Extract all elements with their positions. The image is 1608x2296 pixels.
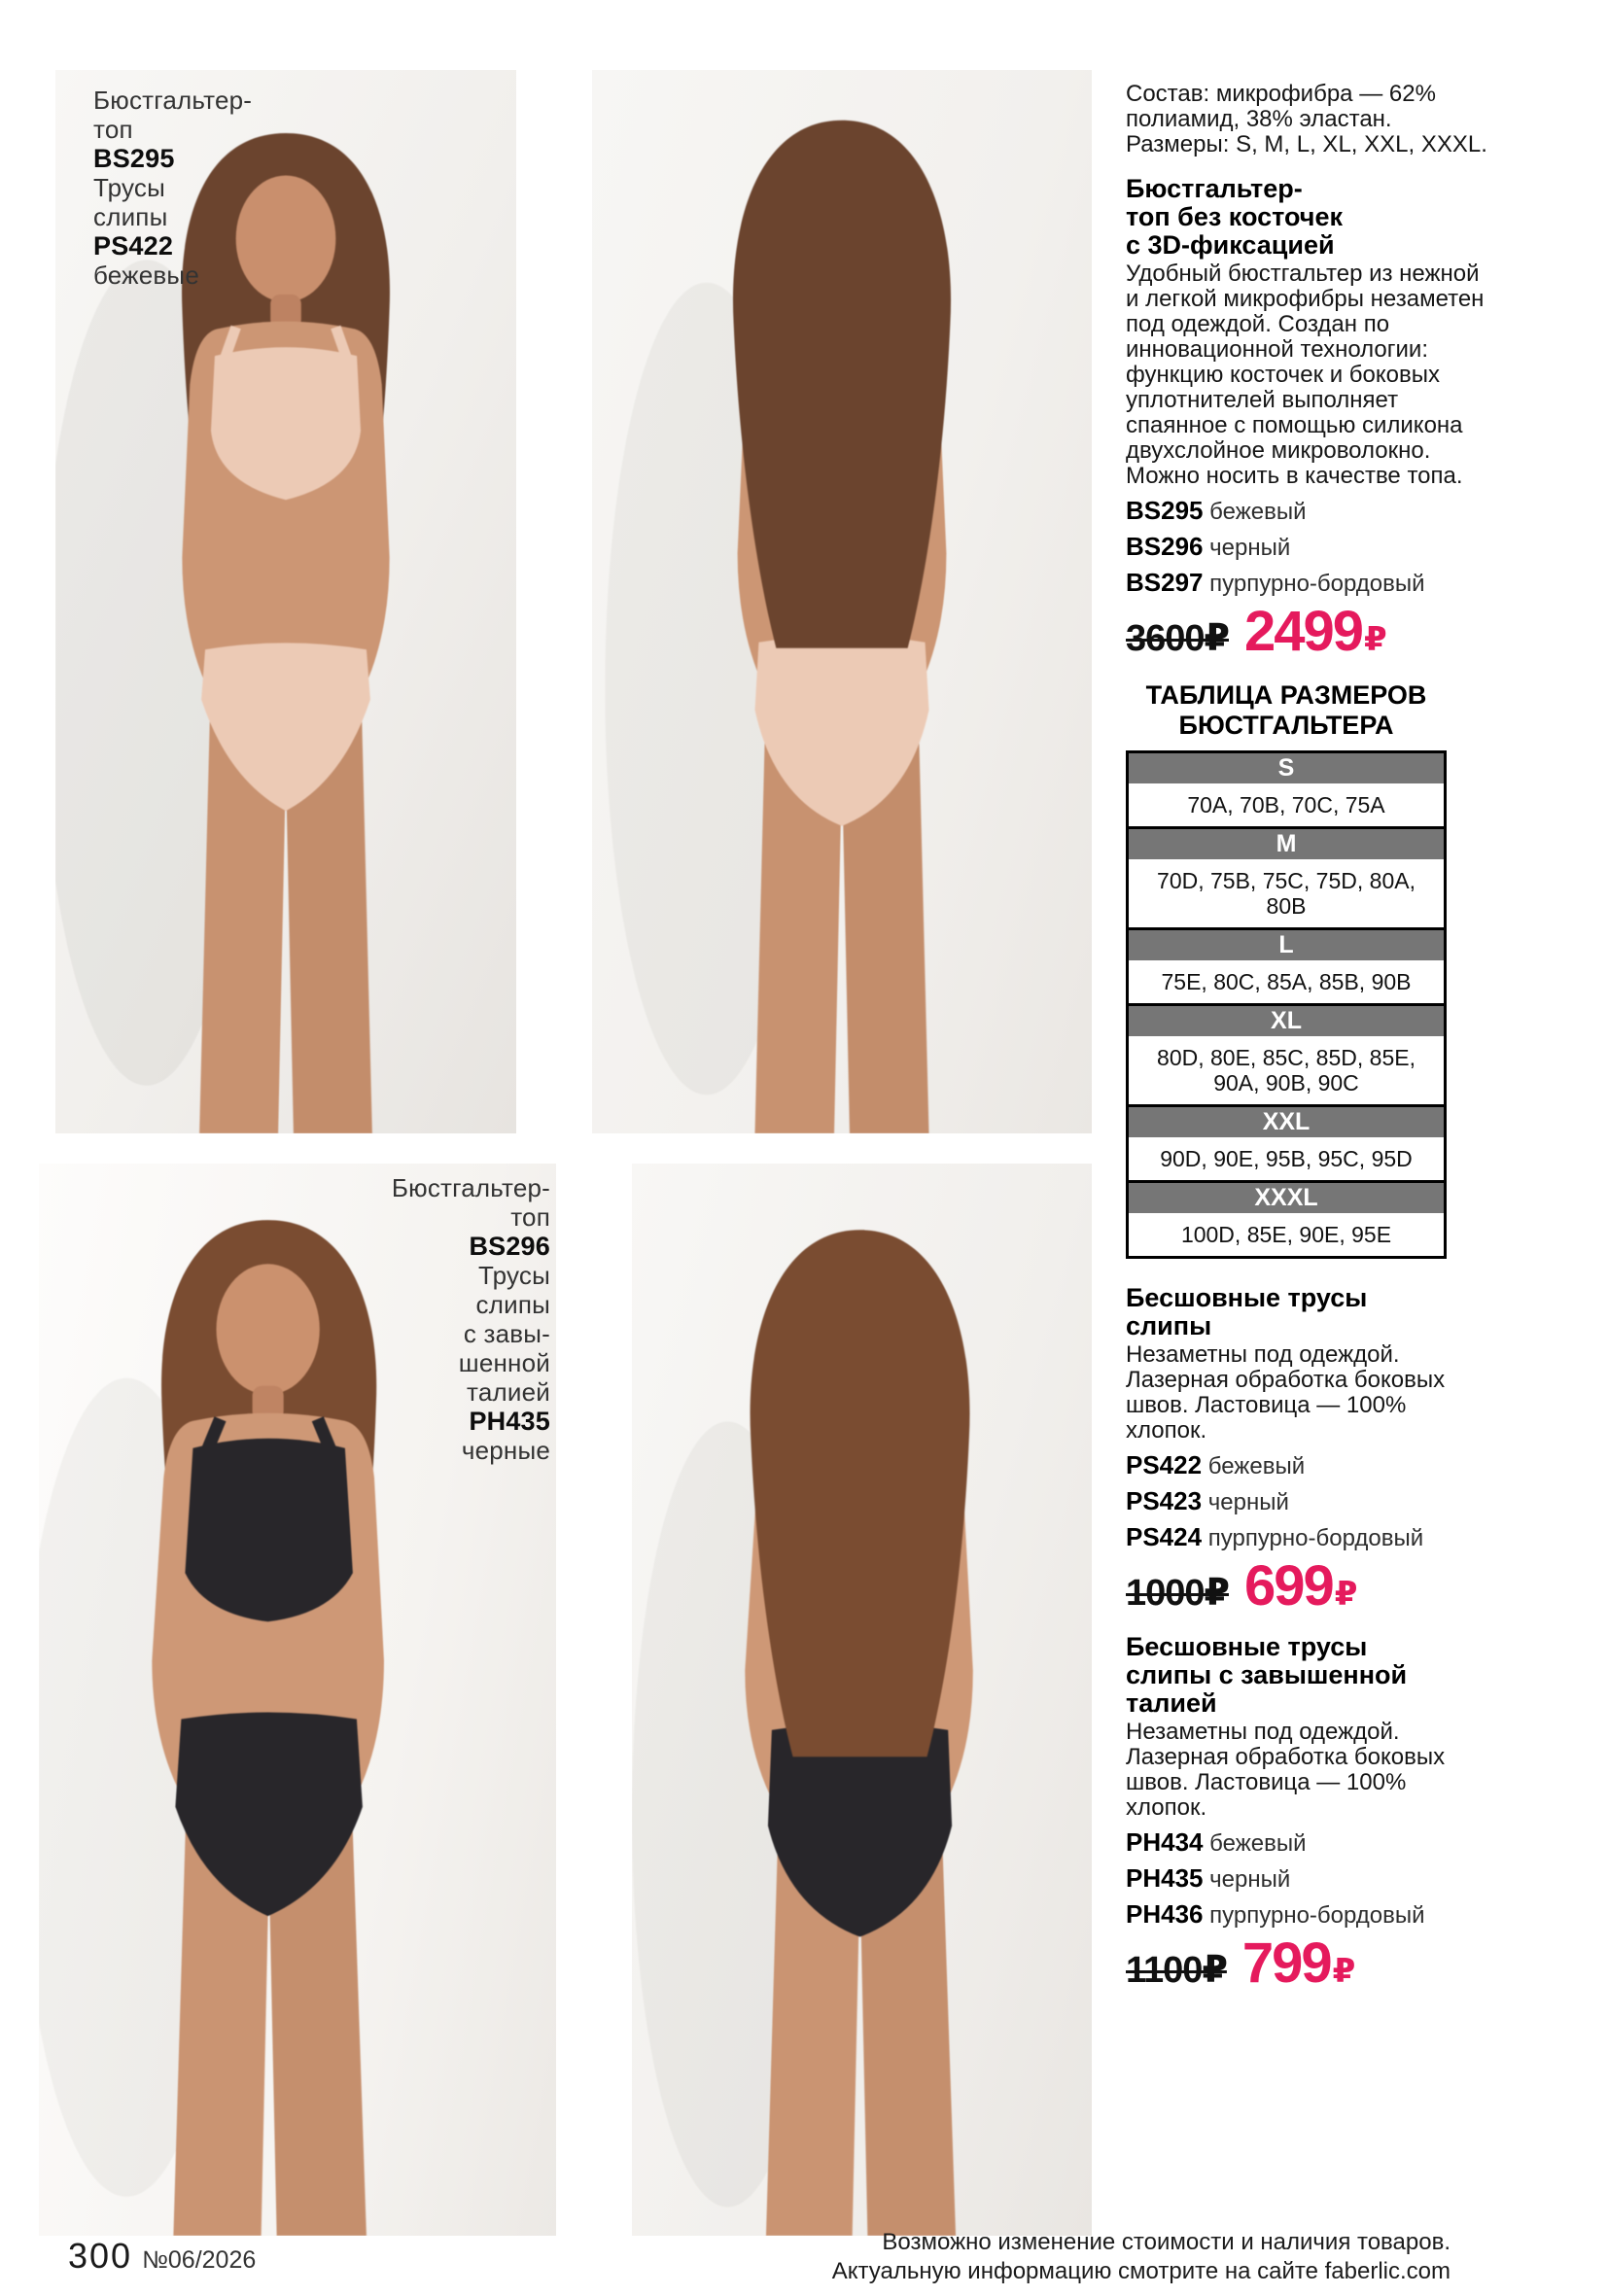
label-line: слипы	[93, 202, 168, 231]
variant-row	[1126, 498, 1487, 525]
size-row-header: XXXL	[1129, 1183, 1444, 1213]
model-illustration-black-back	[632, 1164, 1092, 2236]
title-line: талией	[1126, 1688, 1217, 1718]
size-row-header: L	[1129, 930, 1444, 960]
title-line: с 3D-фиксацией	[1126, 230, 1335, 260]
briefs-high-waist-price-row	[1126, 1931, 1487, 1997]
sale-price-value: 699	[1243, 1554, 1333, 1618]
sale-price	[1243, 600, 1385, 665]
size-row-header: S	[1129, 753, 1444, 783]
size-row-values: 90D, 90E, 95B, 95C, 95D	[1160, 1146, 1413, 1171]
variant-row	[1126, 534, 1487, 561]
briefs-section	[1126, 1284, 1487, 1619]
label-line: Бюстгальтер-	[93, 86, 253, 115]
size-row-values: 80D, 80E, 85C, 85D, 85E, 90A, 90B, 90C	[1157, 1045, 1416, 1096]
label-line: Трусы	[478, 1261, 550, 1290]
variant-code: PS424	[1126, 1522, 1203, 1551]
sale-price	[1241, 1931, 1354, 1997]
size-table-title	[1126, 680, 1447, 741]
photo-beige-set-front	[55, 70, 516, 1133]
label-article-bra: BS296	[469, 1232, 550, 1261]
label-line: талией	[467, 1377, 550, 1407]
product-label-beige-set	[93, 86, 252, 290]
briefs-high-waist-title	[1126, 1633, 1487, 1718]
variant-color: черный	[1209, 1866, 1291, 1893]
variant-color: черный	[1207, 1489, 1289, 1515]
title-line: Бесшовные трусы	[1126, 1632, 1368, 1661]
photo-black-set-front	[39, 1164, 556, 2236]
variant-code: BS297	[1126, 568, 1204, 597]
variant-code: BS295	[1126, 496, 1204, 525]
variant-color: бежевый	[1207, 1453, 1306, 1479]
variant-color: пурпурно-бордовый	[1209, 1902, 1425, 1929]
size-table-row	[1129, 1003, 1444, 1104]
variant-color: бежевый	[1209, 499, 1307, 525]
variant-color: пурпурно-бордовый	[1207, 1525, 1424, 1551]
briefs-description: Незаметны под одеждой. Лазерная обработка боковых швов. Ластовица — 100% хлопок.	[1126, 1341, 1446, 1444]
info-column	[1126, 82, 1487, 1997]
variant-code: BS296	[1126, 532, 1204, 561]
model-illustration-beige-back	[592, 70, 1092, 1133]
title-line: ТАБЛИЦА РАЗМЕРОВ	[1145, 680, 1427, 710]
photo-black-set-back	[632, 1164, 1092, 2236]
variant-code: PS422	[1126, 1450, 1203, 1479]
size-row-values: 70A, 70B, 70C, 75A	[1187, 792, 1385, 818]
variant-row	[1126, 570, 1487, 597]
variant-row	[1126, 1524, 1487, 1551]
product-label-black-set	[392, 1173, 550, 1465]
footer-disclaimer	[832, 2228, 1451, 2286]
label-article-briefs: PS422	[93, 231, 174, 261]
title-line: слипы с завышенной	[1126, 1660, 1408, 1689]
label-line: топ	[93, 115, 133, 144]
label-line: Трусы	[93, 173, 165, 202]
label-line: слипы	[475, 1290, 550, 1319]
page-number: 300	[68, 2236, 133, 2276]
old-price: 1100₽	[1126, 1950, 1227, 1991]
composition-text: Состав: микрофибра — 62% полиамид, 38% эластан. Размеры: S, M, L, XL, XXL, XXXL.	[1126, 81, 1487, 157]
old-price: 1000₽	[1126, 1573, 1229, 1614]
title-line: топ без косточек	[1126, 202, 1343, 231]
title-line: Бесшовные трусы	[1126, 1283, 1368, 1312]
variant-row	[1126, 1452, 1487, 1479]
footer-page-info	[68, 2236, 256, 2277]
size-row-header: XXL	[1129, 1107, 1444, 1137]
label-article-briefs: PH435	[469, 1407, 550, 1436]
bra-top-description: Удобный бюстгальтер из нежной и легкой микрофибры незаметен под одеждой. Создан по инновационной технологии: функцию косточек и боковых уплотнителей выполняет спаянное с помощью силикона двухслойное микроволокно. Можно носить в качестве топа.	[1126, 261, 1485, 489]
size-row-header: XL	[1129, 1006, 1444, 1036]
label-line: бежевые	[93, 261, 199, 290]
size-table-row	[1129, 1180, 1444, 1256]
disclaimer-line: Актуальную информацию смотрите на сайте faberlic.com	[831, 2258, 1451, 2284]
ruble-sign: ₽	[1364, 621, 1385, 658]
label-line: шенной	[458, 1348, 550, 1377]
sale-price-value: 799	[1241, 1931, 1331, 1995]
bra-top-price-row	[1126, 600, 1487, 665]
bra-size-table	[1126, 750, 1447, 1259]
old-price: 3600₽	[1126, 618, 1229, 659]
bra-top-section	[1126, 175, 1487, 665]
variant-row	[1126, 1865, 1487, 1893]
size-row-header: M	[1129, 829, 1444, 859]
ruble-sign: ₽	[1332, 1953, 1354, 1990]
variant-row	[1126, 1829, 1487, 1857]
briefs-price-row	[1126, 1554, 1487, 1619]
variant-code: PH434	[1126, 1827, 1204, 1857]
variant-code: PH436	[1126, 1899, 1204, 1929]
variant-row	[1126, 1901, 1487, 1929]
briefs-high-waist-section	[1126, 1633, 1487, 1997]
issue-number: №06/2026	[142, 2246, 257, 2274]
size-table-row	[1129, 927, 1444, 1003]
variant-code: PH435	[1126, 1863, 1204, 1893]
label-line: Бюстгальтер-	[391, 1173, 550, 1202]
briefs-high-waist-description: Незаметны под одеждой. Лазерная обработка боковых швов. Ластовица — 100% хлопок.	[1126, 1719, 1446, 1821]
size-table-row	[1129, 826, 1444, 927]
size-table-row	[1129, 753, 1444, 826]
variant-code: PS423	[1126, 1486, 1203, 1515]
size-table-row	[1129, 1104, 1444, 1180]
size-row-values: 70D, 75B, 75C, 75D, 80A, 80B	[1157, 868, 1416, 919]
sale-price-value: 2499	[1243, 600, 1363, 663]
ruble-sign: ₽	[1334, 1576, 1356, 1613]
size-row-values: 75E, 80C, 85A, 85B, 90B	[1161, 969, 1412, 994]
disclaimer-line: Возможно изменение стоимости и наличия товаров.	[882, 2229, 1451, 2255]
label-line: топ	[510, 1202, 550, 1232]
title-line: Бюстгальтер-	[1126, 174, 1303, 203]
variant-row	[1126, 1488, 1487, 1515]
size-row-values: 100D, 85E, 90E, 95E	[1180, 1222, 1392, 1247]
label-line: с завы-	[463, 1319, 550, 1348]
title-line: слипы	[1126, 1311, 1212, 1340]
title-line: БЮСТГАЛЬТЕРА	[1178, 711, 1394, 740]
label-article-bra: BS295	[93, 144, 175, 173]
sale-price	[1243, 1554, 1356, 1619]
label-line: черные	[461, 1436, 550, 1465]
bra-top-title	[1126, 175, 1487, 260]
variant-color: пурпурно-бордовый	[1209, 571, 1425, 597]
photo-beige-set-back	[592, 70, 1092, 1133]
variant-color: черный	[1209, 535, 1291, 561]
variant-color: бежевый	[1209, 1830, 1307, 1857]
briefs-title	[1126, 1284, 1487, 1340]
